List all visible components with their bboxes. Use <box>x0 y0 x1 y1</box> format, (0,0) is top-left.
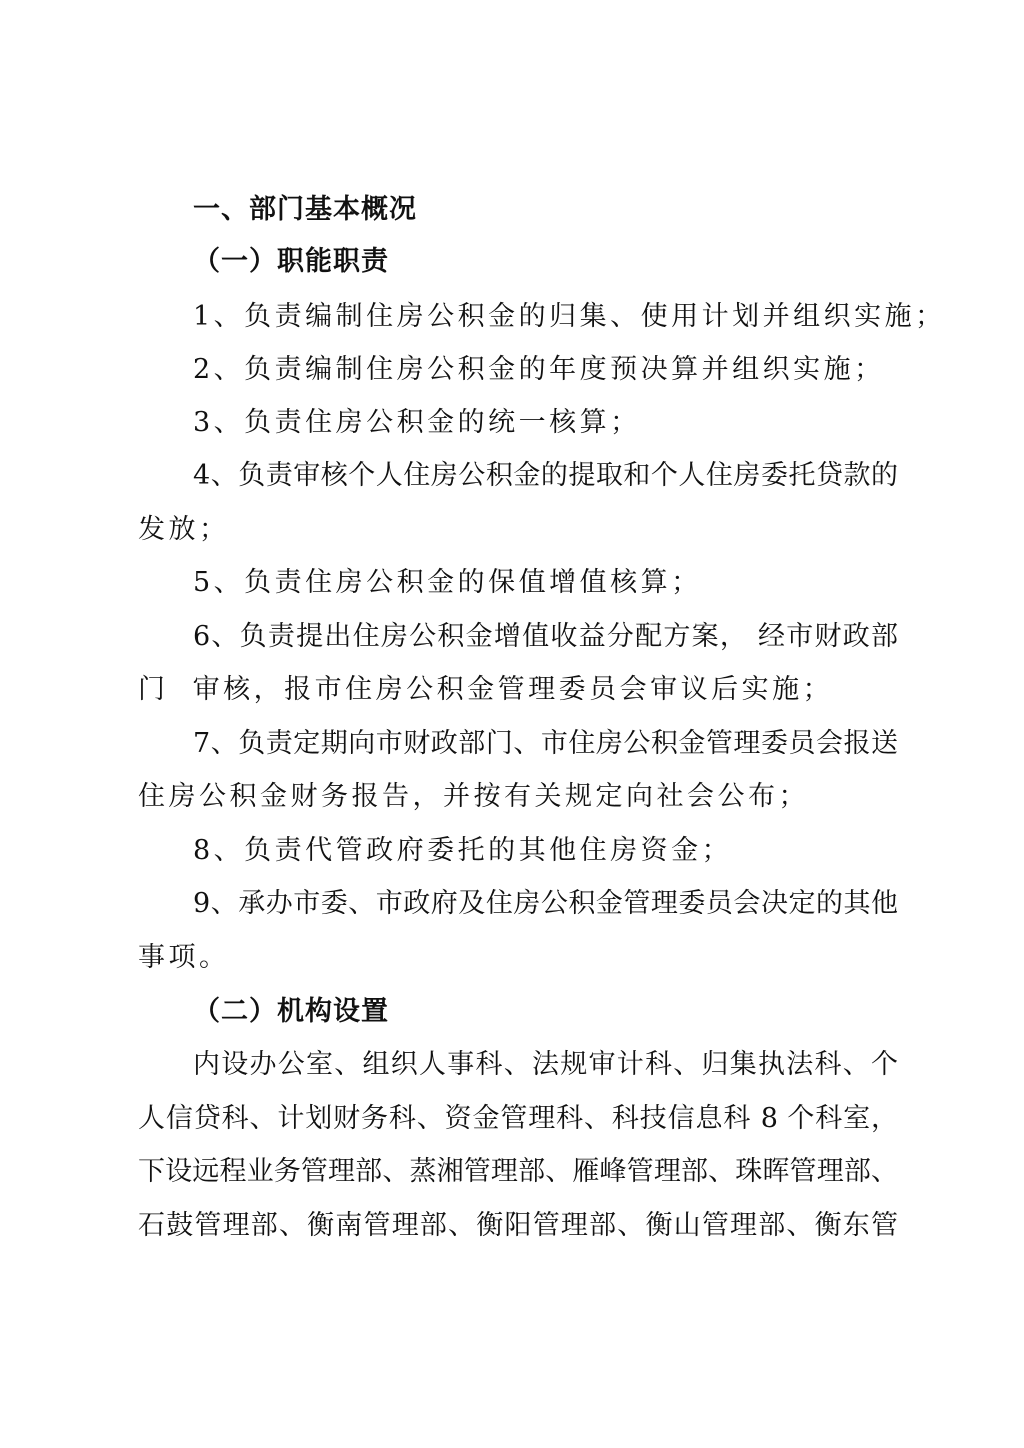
duty-item-7-line-2: 住房公积金财务报告，并按有关规定向社会公布； <box>138 781 809 812</box>
organization-line-4: 石鼓管理部、衡南管理部、衡阳管理部、衡山管理部、衡东管 <box>138 1210 898 1241</box>
duty-item-8: 8、负责代管政府委托的其他住房资金； <box>193 835 733 866</box>
duty-item-6-line-2: 门 审核，报市住房公积金管理委员会审议后实施； <box>138 674 834 705</box>
subsection-heading-duties: （一）职能职责 <box>193 246 389 277</box>
duty-item-9-line-1: 9、承办市委、市政府及住房公积金管理委员会决定的其他 <box>193 888 898 919</box>
duty-item-1: 1、负责编制住房公积金的归集、使用计划并组织实施； <box>193 301 946 332</box>
organization-line-1: 内设办公室、组织人事科、法规审计科、归集执法科、个 <box>193 1049 898 1080</box>
subsection-heading-organization: （二）机构设置 <box>193 996 389 1027</box>
duty-item-4-line-1: 4、负责审核个人住房公积金的提取和个人住房委托贷款的 <box>193 460 898 491</box>
section-heading: 一、部门基本概况 <box>193 194 417 225</box>
duty-item-9-line-2: 事项。 <box>138 942 230 973</box>
organization-line-3: 下设远程业务管理部、蒸湘管理部、雁峰管理部、珠晖管理部、 <box>138 1156 898 1187</box>
duty-item-3: 3、负责住房公积金的统一核算； <box>193 407 641 438</box>
duty-item-6-line-1: 6、负责提出住房公积金增值收益分配方案， 经市财政部 <box>193 621 898 652</box>
organization-line-2: 人信贷科、计划财务科、资金管理科、科技信息科 8 个科室， <box>138 1103 898 1134</box>
duty-item-2: 2、负责编制住房公积金的年度预决算并组织实施； <box>193 354 885 385</box>
duty-item-7-line-1: 7、负责定期向市财政部门、市住房公积金管理委员会报送 <box>193 728 898 759</box>
duty-item-4-line-2: 发放； <box>138 514 230 545</box>
duty-item-5: 5、负责住房公积金的保值增值核算； <box>193 567 702 598</box>
